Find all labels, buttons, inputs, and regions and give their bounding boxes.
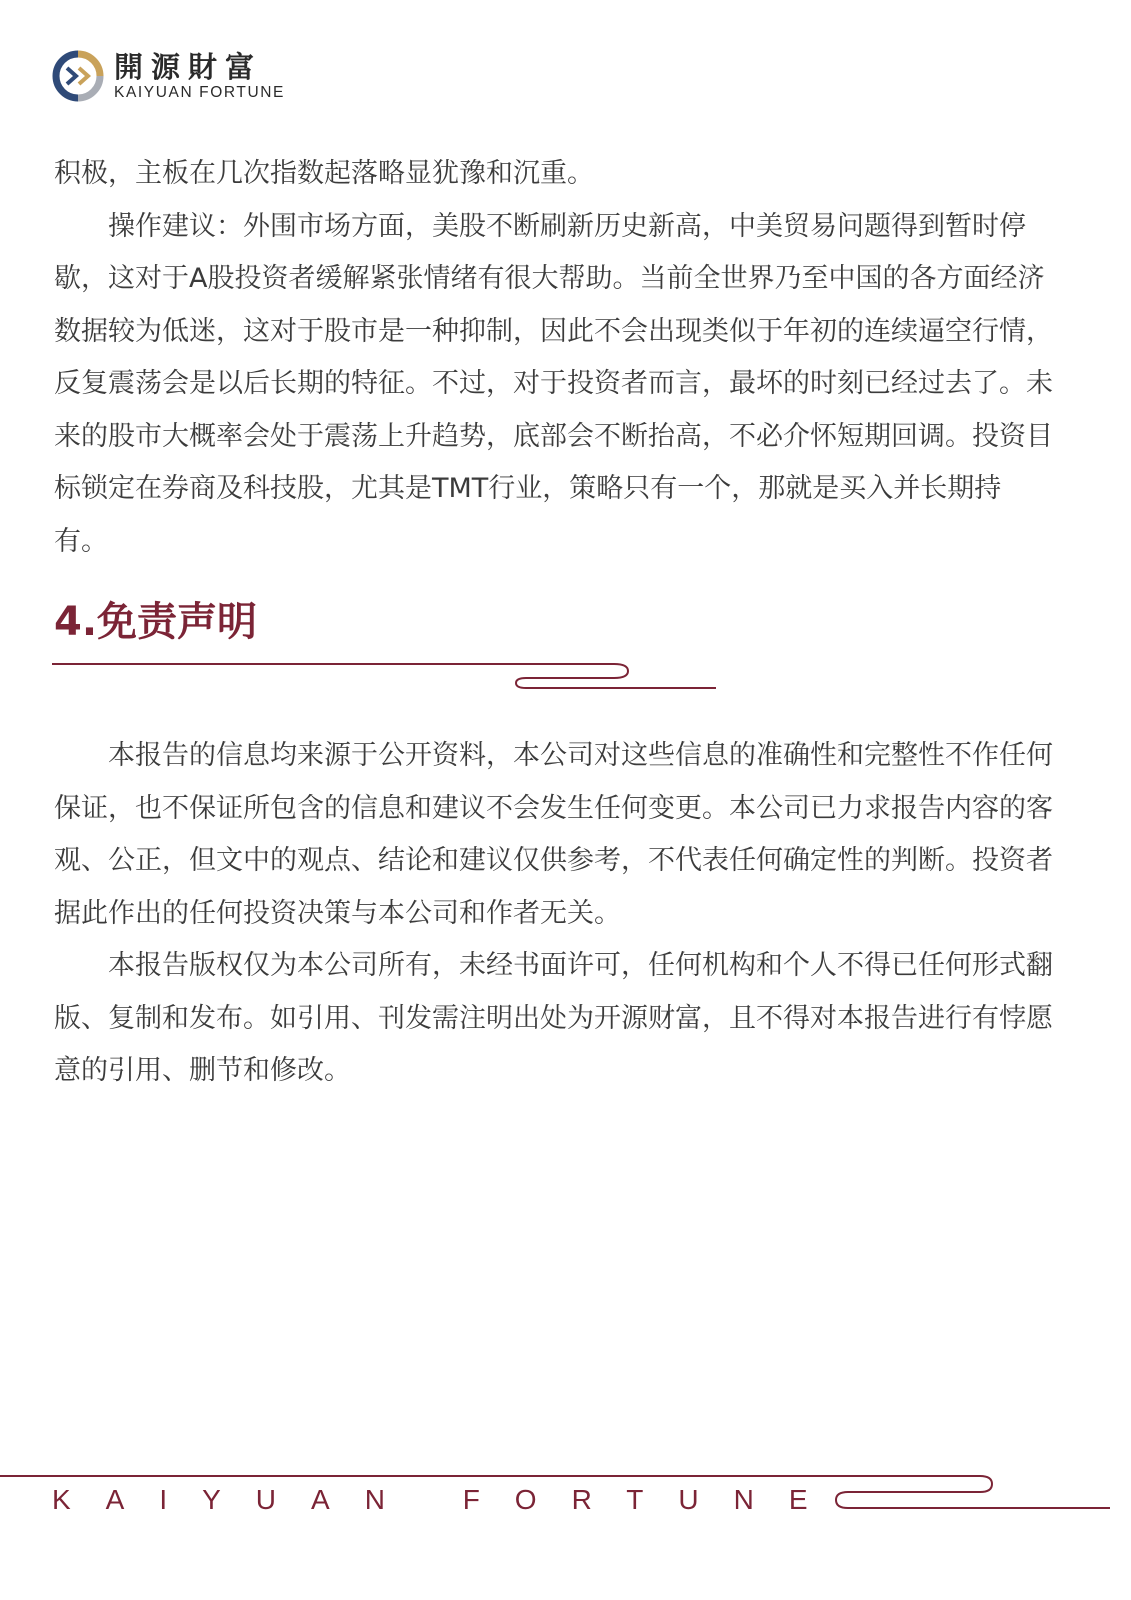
company-logo [52, 50, 292, 106]
logo-english-name: KAIYUAN FORTUNE [114, 84, 285, 101]
kaiyuan-logo-icon [52, 50, 104, 102]
paragraph-copyright: 本报告版权仅为本公司所有，未经书面许可，任何机构和个人不得已任何形式翻版、复制和发布。如引用、刊发需注明出处为开源财富，且不得对本报告进行有悖愿意的引用、删节和修改。 [54, 950, 1053, 1086]
logo-chinese-name: 開源財富 [114, 50, 263, 84]
title-underline-decoration [52, 658, 732, 694]
analysis-text [54, 148, 1054, 568]
paragraph-continuation: 积极，主板在几次指数起落略显犹豫和沉重。 [54, 158, 594, 189]
disclaimer-text [54, 730, 1054, 1098]
footer-brand-text: KAIYUAN FORTUNE [52, 1484, 843, 1515]
paragraph-operation-advice: 操作建议：外围市场方面，美股不断刷新历史新高，中美贸易问题得到暂时停歇，这对于A股投资者缓解紧张情绪有很大帮助。当前全世界乃至中国的各方面经济数据较为低迷，这对于股市是一种抑制，因此不会出现类似于年初的连续逼空行情，反复震荡会是以后长期的特征。不过，对于投资者而言，最坏的时刻已经过去了。未来的股市大概率会处于震荡上升趋势，底部会不断抬高，不必介怀短期回调。投资目标锁定在券商及科技股，尤其是TMT行业，策略只有一个，那就是买入并长期持有。 [54, 210, 1053, 557]
section-title: 4.免责声明 [54, 599, 258, 645]
paragraph-disclaimer: 本报告的信息均来源于公开资料，本公司对这些信息的准确性和完整性不作任何保证，也不保证所包含的信息和建议不会发生任何变更。本公司已力求报告内容的客观、公正，但文中的观点、结论和建议仅供参考，不代表任何确定性的判断。投资者据此作出的任何投资决策与本公司和作者无关。 [54, 740, 1053, 929]
